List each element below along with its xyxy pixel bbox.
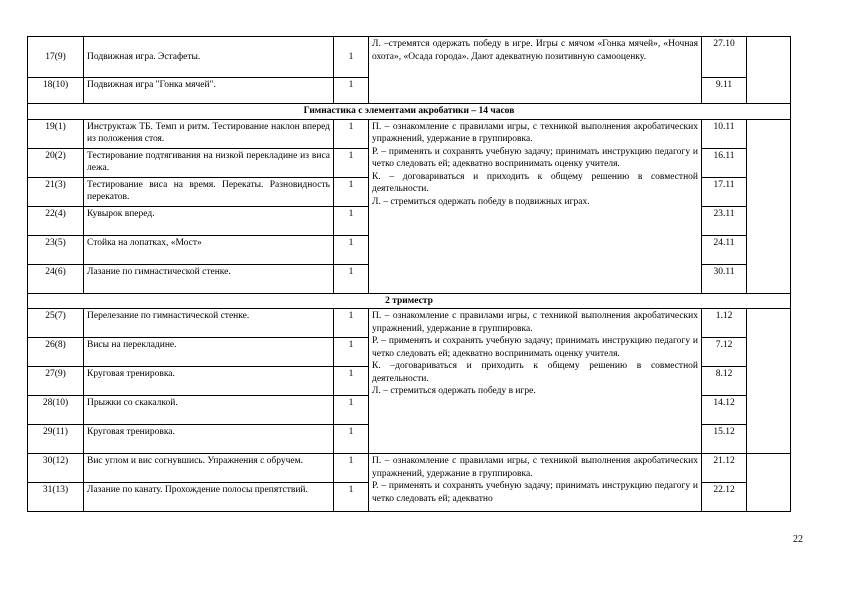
lesson-date: 27.10 <box>702 37 747 78</box>
lesson-hours: 1 <box>334 367 369 396</box>
lesson-date: 7.12 <box>702 338 747 367</box>
lesson-date: 16.11 <box>702 148 747 177</box>
lesson-hours: 1 <box>334 264 369 293</box>
lesson-number: 31(13) <box>28 483 84 512</box>
lesson-topic: Лазание по канату. Прохождение полосы препятствий. <box>84 483 334 512</box>
lesson-hours: 1 <box>334 37 369 78</box>
outcome-personal: Л. – стремиться одержать победу в подвижных играх. <box>372 196 590 207</box>
page-number: 22 <box>793 534 803 545</box>
outcome-cognitive: П. – ознакомление с правилами игры, с техникой выполнения акробатических упражнений, удержание в группировка. <box>372 121 698 144</box>
lesson-hours: 1 <box>334 309 369 338</box>
lesson-hours: 1 <box>334 483 369 512</box>
lesson-hours: 1 <box>334 119 369 148</box>
lesson-topic: Подвижная игра. Эстафеты. <box>84 37 334 78</box>
lesson-date: 14.12 <box>702 396 747 425</box>
lesson-hours: 1 <box>334 338 369 367</box>
outcome-regulatory: Р. – применять и сохранять учебную задачу; принимать инструкцию педагогу и четко следовать ей; адекватно воспринимать оценку учителя. <box>372 146 698 169</box>
lesson-hours: 1 <box>334 396 369 425</box>
lesson-hours: 1 <box>334 425 369 454</box>
lesson-date: 24.11 <box>702 235 747 264</box>
outcome-regulatory: Р. – применять и сохранять учебную задачу; принимать инструкцию педагогу и четко следовать ей; адекватно <box>372 481 698 504</box>
lesson-number: 29(11) <box>28 425 84 454</box>
lesson-date: 23.11 <box>702 206 747 235</box>
outcome-cognitive: П. – ознакомление с правилами игры, с техникой выполнения акробатических упражнений, удержание в группировка. <box>372 311 698 334</box>
section-row <box>28 104 791 120</box>
section-title: Гимнастика с элементами акробатики – 14 часов <box>28 104 791 120</box>
lesson-number: 23(5) <box>28 235 84 264</box>
lesson-date: 8.12 <box>702 367 747 396</box>
lesson-plan-table <box>27 36 791 512</box>
lesson-topic: Стойка на лопатках, «Мост» <box>84 235 334 264</box>
lesson-number: 24(6) <box>28 264 84 293</box>
lesson-date: 15.12 <box>702 425 747 454</box>
lesson-topic: Круговая тренировка. <box>84 425 334 454</box>
outcome-regulatory: Р. – применять и сохранять учебную задачу; принимать инструкцию педагогу и четко следовать ей; адекватно воспринимать оценку учителя. <box>372 336 698 359</box>
lesson-topic: Лазание по гимнастической стенке. <box>84 264 334 293</box>
empty-cell <box>747 119 791 293</box>
lesson-topic: Тестирование подтягивания на низкой перекладине из виса лежа. <box>84 148 334 177</box>
lesson-hours: 1 <box>334 148 369 177</box>
lesson-date: 10.11 <box>702 119 747 148</box>
lesson-date: 21.12 <box>702 454 747 483</box>
empty-cell <box>747 454 791 512</box>
lesson-number: 21(3) <box>28 177 84 206</box>
lesson-date: 30.11 <box>702 264 747 293</box>
section-title: 2 триместр <box>28 293 791 309</box>
lesson-hours: 1 <box>334 235 369 264</box>
lesson-topic: Инструктаж ТБ. Темп и ритм. Тестирование наклон вперед из положения стоя. <box>84 119 334 148</box>
lesson-number: 27(9) <box>28 367 84 396</box>
table-row <box>28 454 791 483</box>
lesson-topic: Висы на перекладине. <box>84 338 334 367</box>
outcome-personal: Л. – стремиться одержать победу в игре. <box>372 386 536 396</box>
empty-cell <box>747 309 791 454</box>
lesson-topic: Прыжки со скакалкой. <box>84 396 334 425</box>
lesson-number: 17(9) <box>28 37 84 78</box>
lesson-number: 22(4) <box>28 206 84 235</box>
outcome-communicative: К. – договариваться и приходить к общему решению в совместной деятельности. <box>372 171 698 194</box>
lesson-topic: Вис углом и вис согнувшись. Упражнения с обручем. <box>84 454 334 483</box>
learning-outcomes <box>369 454 702 512</box>
learning-outcomes <box>369 119 702 293</box>
lesson-date: 1.12 <box>702 309 747 338</box>
lesson-number: 20(2) <box>28 148 84 177</box>
table-row <box>28 309 791 338</box>
table-row <box>28 119 791 148</box>
lesson-number: 18(10) <box>28 78 84 104</box>
outcome-cognitive: П. – ознакомление с правилами игры, с техникой выполнения акробатических упражнений, удержание в группировка. <box>372 456 698 479</box>
lesson-number: 26(8) <box>28 338 84 367</box>
lesson-date: 17.11 <box>702 177 747 206</box>
lesson-hours: 1 <box>334 177 369 206</box>
empty-cell <box>747 37 791 104</box>
outcome-communicative: К. –договариваться и приходить к общему решению в совместной деятельности. <box>372 361 698 384</box>
lesson-number: 25(7) <box>28 309 84 338</box>
lesson-date: 22.12 <box>702 483 747 512</box>
lesson-hours: 1 <box>334 78 369 104</box>
lesson-topic: Подвижная игра "Гонка мячей". <box>84 78 334 104</box>
lesson-topic: Тестирование виса на время. Перекаты. Разновидность перекатов. <box>84 177 334 206</box>
section-row <box>28 293 791 309</box>
lesson-date: 9.11 <box>702 78 747 104</box>
lesson-topic: Кувырок вперед. <box>84 206 334 235</box>
table-row <box>28 37 791 78</box>
lesson-number: 30(12) <box>28 454 84 483</box>
lesson-hours: 1 <box>334 206 369 235</box>
lesson-number: 19(1) <box>28 119 84 148</box>
lesson-number: 28(10) <box>28 396 84 425</box>
learning-outcomes <box>369 309 702 454</box>
lesson-topic: Круговая тренировка. <box>84 367 334 396</box>
learning-outcomes: Л. –стремятся одержать победу в игре. Игры с мячом «Гонка мячей», «Ночная охота», «Осада города». Дают адекватную позитивную самооценку. <box>369 37 702 104</box>
lesson-hours: 1 <box>334 454 369 483</box>
lesson-topic: Перелезание по гимнастической стенке. <box>84 309 334 338</box>
